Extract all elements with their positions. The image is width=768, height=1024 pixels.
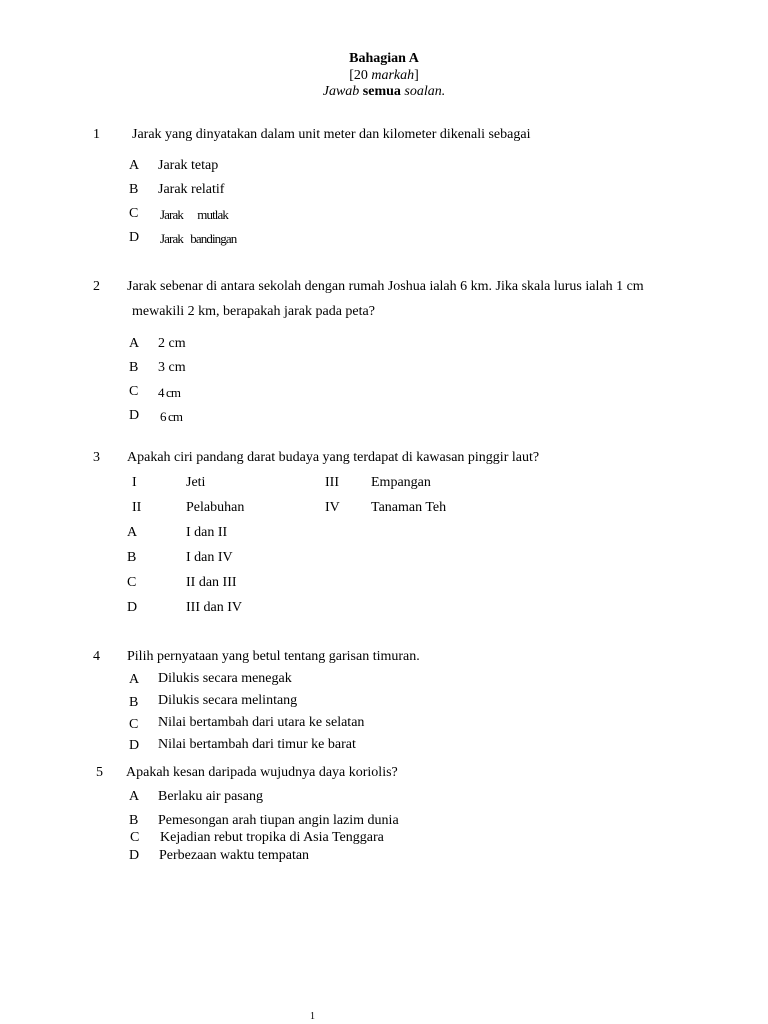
option-text: II dan III xyxy=(186,575,237,590)
option-letter: B xyxy=(127,550,137,565)
option-letter: B xyxy=(129,360,139,375)
option-letter: C xyxy=(127,575,137,590)
marks-word: markah xyxy=(371,68,415,83)
option-text: Jarak mutlak xyxy=(160,207,228,222)
option-text: Jarak tetap xyxy=(158,158,219,173)
option-text: Dilukis secara melintang xyxy=(158,693,298,708)
option-letter: B xyxy=(129,695,139,710)
option-letter: A xyxy=(127,525,138,540)
instr-semua: semua xyxy=(362,84,401,99)
question-number: 1 xyxy=(93,127,100,142)
question-text-line2: mewakili 2 km, berapakah jarak pada peta? xyxy=(132,304,375,319)
marks-close: ] xyxy=(414,68,419,83)
option-text: 4 cm xyxy=(158,385,181,400)
question-text: Apakah kesan daripada wujudnya daya koriolis? xyxy=(126,765,398,780)
option-text: Berlaku air pasang xyxy=(158,789,263,804)
option-letter: D xyxy=(129,848,140,863)
option-text: Jarak relatif xyxy=(158,182,225,197)
option-letter: D xyxy=(129,738,140,753)
option-letter: A xyxy=(129,789,140,804)
question-number: 4 xyxy=(93,649,100,664)
question-text: Jarak yang dinyatakan dalam unit meter dan kilometer dikenali sebagai xyxy=(132,127,531,142)
option-letter: C xyxy=(129,384,139,399)
option-text: 3 cm xyxy=(158,360,186,375)
marks-open: [20 xyxy=(349,68,372,83)
option-letter: B xyxy=(129,182,139,197)
option-text: Jarak bandingan xyxy=(160,231,237,246)
option-text: I dan IV xyxy=(186,550,233,565)
section-marks xyxy=(0,68,768,84)
statement-text: Pelabuhan xyxy=(186,500,245,515)
instr-soalan: soalan. xyxy=(404,84,446,99)
option-letter: D xyxy=(127,600,138,615)
option-letter: C xyxy=(129,206,139,221)
option-letter: D xyxy=(129,230,140,245)
page-number: 1 xyxy=(310,1011,315,1022)
question-text-line1: Jarak sebenar di antara sekolah dengan rumah Joshua ialah 6 km. Jika skala lurus ialah 1 cm xyxy=(127,279,644,294)
option-letter: A xyxy=(129,672,140,687)
question-number: 3 xyxy=(93,450,100,465)
option-letter: C xyxy=(130,830,140,845)
section-instruction xyxy=(0,84,768,100)
question-number: 5 xyxy=(96,765,103,780)
option-letter: D xyxy=(129,408,140,423)
statement-text: Tanaman Teh xyxy=(371,500,447,515)
statement-numeral: I xyxy=(132,475,137,490)
option-text: III dan IV xyxy=(186,600,242,615)
option-text: Nilai bertambah dari timur ke barat xyxy=(158,737,356,752)
statement-numeral: III xyxy=(325,475,339,490)
statement-text: Empangan xyxy=(371,475,431,490)
option-letter: A xyxy=(129,158,140,173)
option-text: Perbezaan waktu tempatan xyxy=(159,848,310,863)
section-title: Bahagian A xyxy=(349,51,419,66)
statement-numeral: IV xyxy=(325,500,340,515)
option-text: Nilai bertambah dari utara ke selatan xyxy=(158,715,365,730)
instr-jawab: Jawab xyxy=(322,84,360,99)
option-text: I dan II xyxy=(186,525,228,540)
question-number: 2 xyxy=(93,279,100,294)
option-letter: A xyxy=(129,336,140,351)
option-text: Pemesongan arah tiupan angin lazim dunia xyxy=(158,813,399,828)
option-text: 6 cm xyxy=(160,409,183,424)
option-text: Kejadian rebut tropika di Asia Tenggara xyxy=(160,830,384,845)
option-text: Dilukis secara menegak xyxy=(158,671,292,686)
question-text: Pilih pernyataan yang betul tentang garisan timuran. xyxy=(127,649,420,664)
option-letter: C xyxy=(129,717,139,732)
statement-text: Jeti xyxy=(186,475,206,490)
question-text: Apakah ciri pandang darat budaya yang terdapat di kawasan pinggir laut? xyxy=(127,450,540,465)
option-text: 2 cm xyxy=(158,336,186,351)
statement-numeral: II xyxy=(132,500,142,515)
option-letter: B xyxy=(129,813,139,828)
